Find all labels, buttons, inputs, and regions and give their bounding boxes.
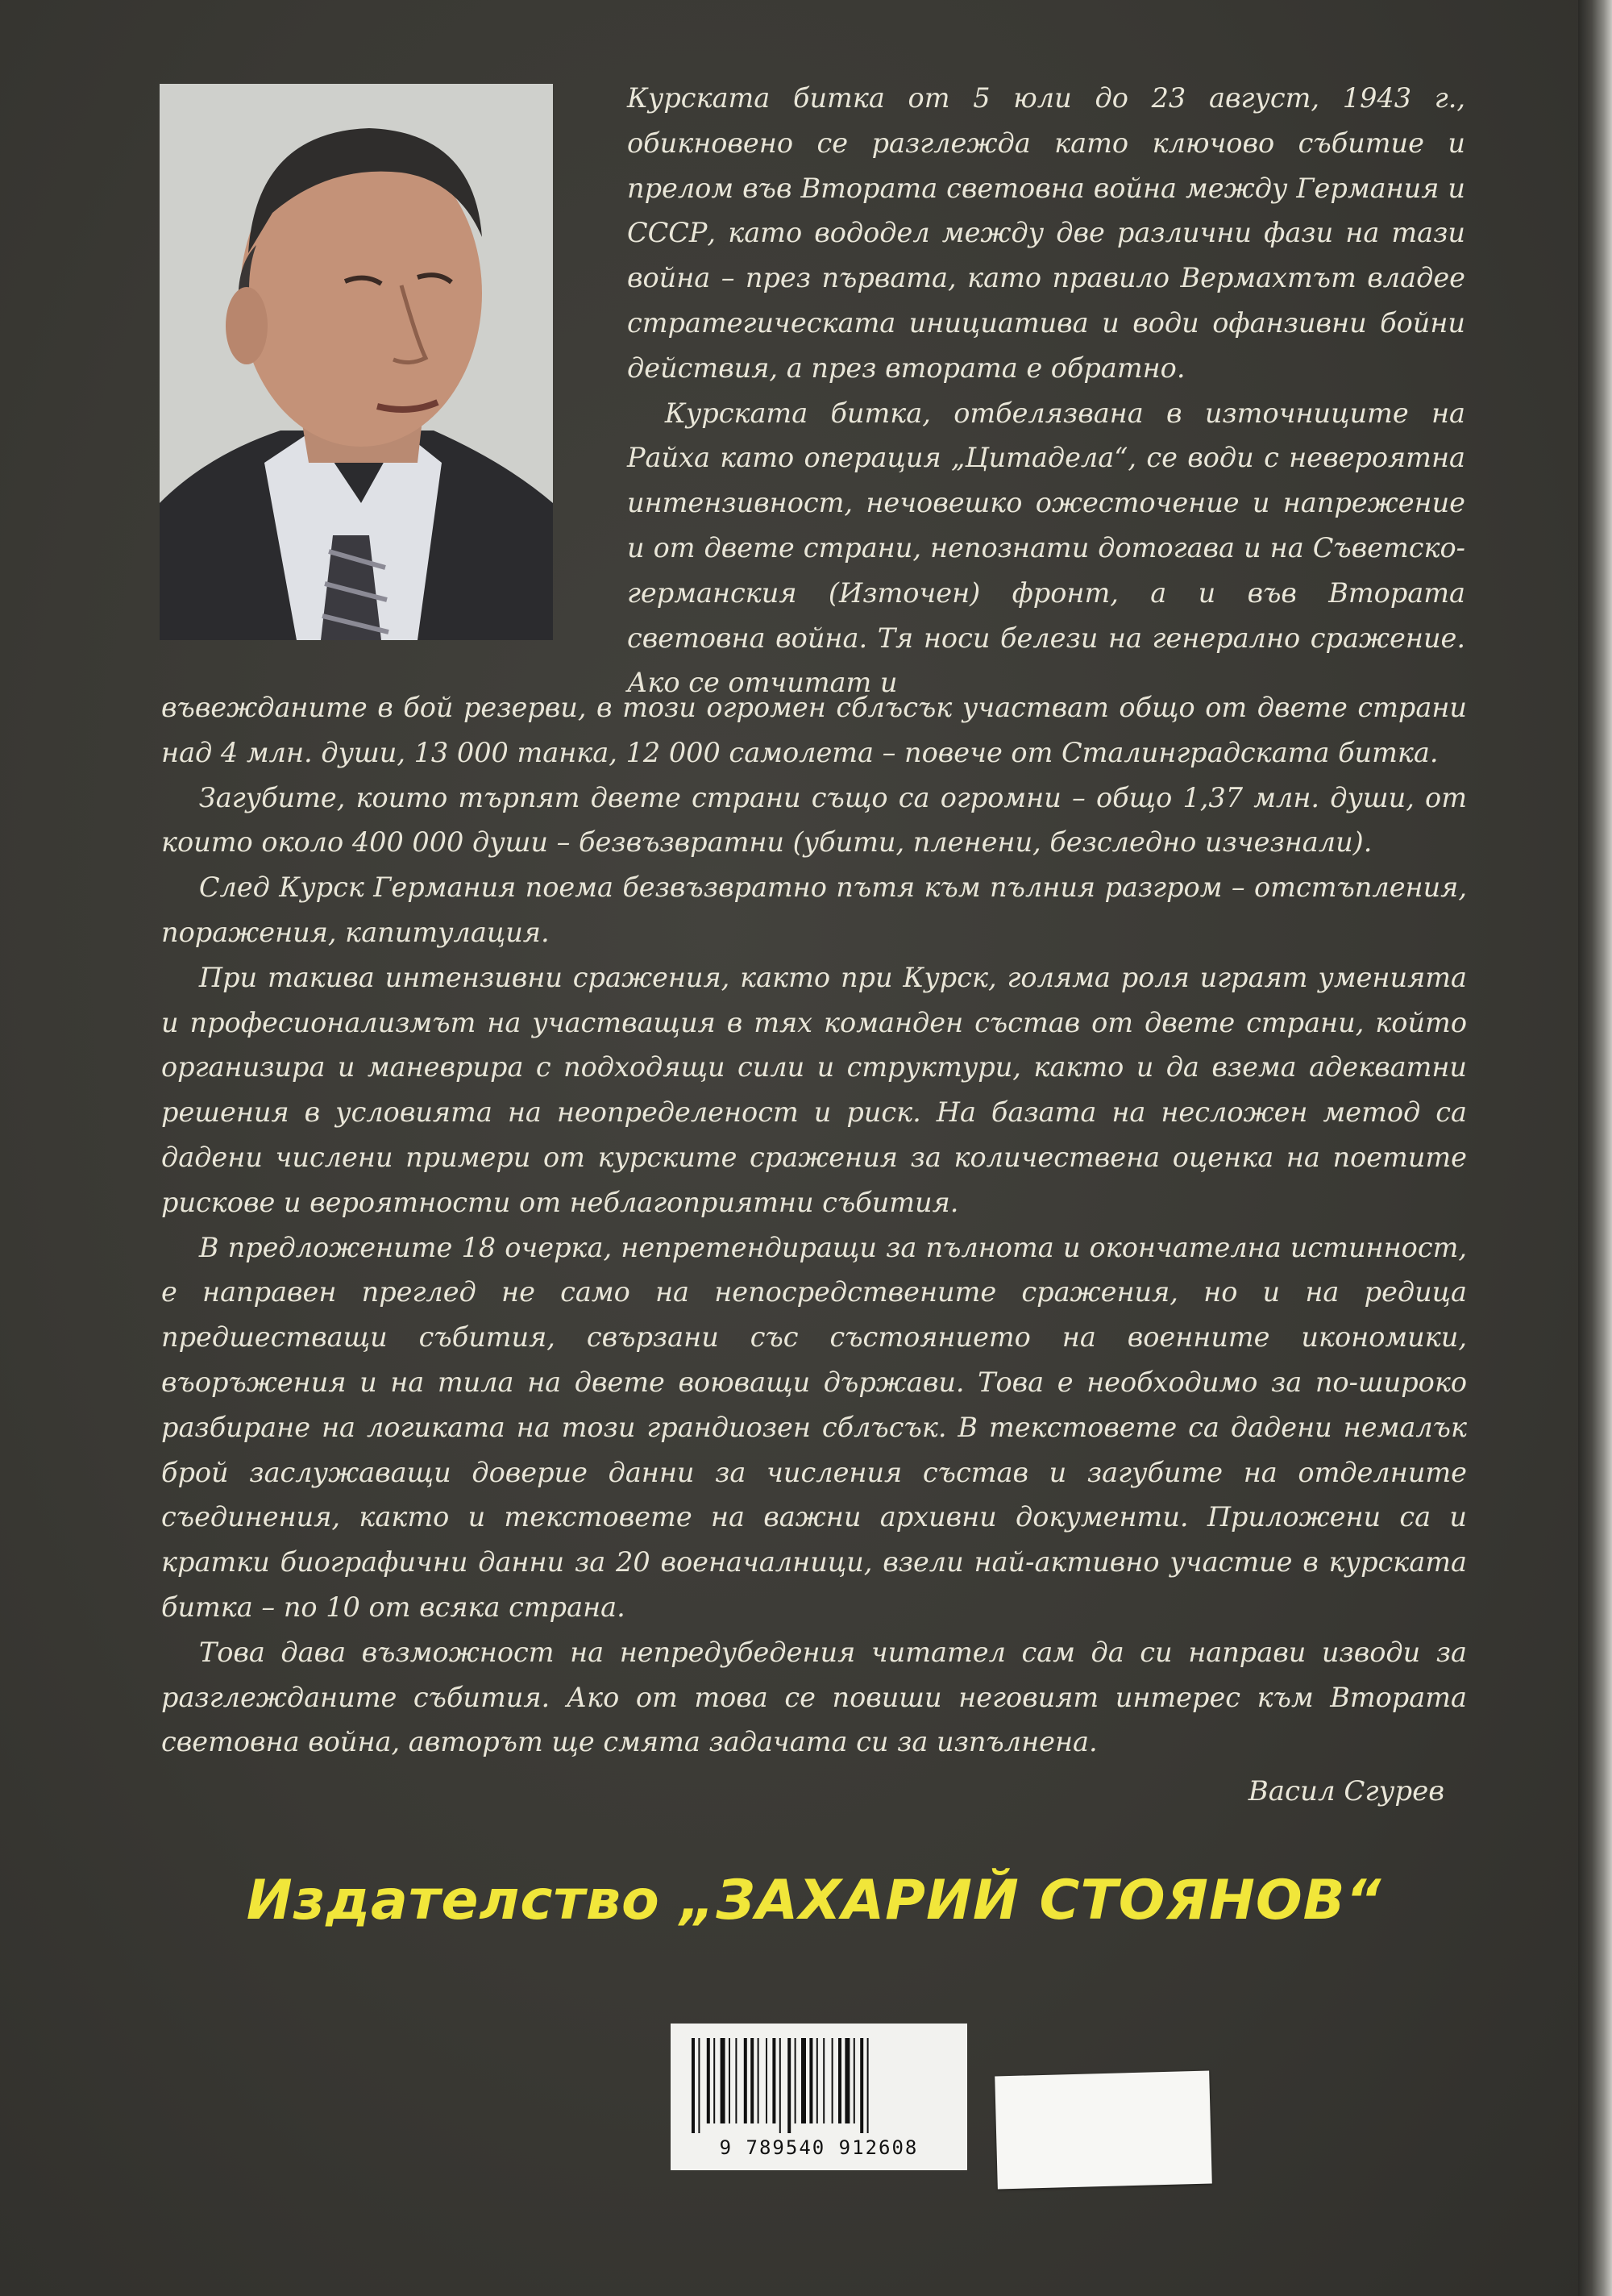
publisher-name: Издателство „ЗАХАРИЙ СТОЯНОВ“	[246, 1869, 1382, 1932]
barcode-bar	[729, 2038, 730, 2123]
barcode-bars	[688, 2038, 949, 2133]
blurb-paragraph: При такива интензивни сражения, както при Курск, голяма роля играят уменията и професионализмът на участващия в тях команден състав от двете страни, който организира и маневрира с подходящи сили и структури, както и да взема адекватни решения в условията на неопределеност и риск. На базата на несложен метод са дадени числени примери от курските сражения за количествена оценка на поетите рискове и вероятности от неблагоприятни събития.	[161, 961, 1467, 1218]
barcode-bar	[823, 2038, 825, 2123]
barcode-bar	[867, 2038, 869, 2133]
barcode-bar	[698, 2038, 700, 2133]
blurb-paragraph: В предложените 18 очерка, непретендиращи за пълнота и окончателна истинност, е направен преглед не само на непосредствените сражения, но и на редица предшестващи събития, свързани със състоянието на военните икономики, въоръжения и на тила на двете воюващи държави. Това е необходимо за по-широко разбиране на логиката на този грандиозен сблъсък. В текстовете са дадени немалък брой заслужаващи доверие данни за числения състав и загубите на отделните съединения, както и текстовете на важни архивни документи. Приложени са и кратки биографични данни за 20 военачалници, взели най-активно участие в курската битка – по 10 от всяка страна.	[161, 1231, 1467, 1623]
barcode-bar	[713, 2038, 715, 2123]
barcode-bar	[735, 2038, 737, 2123]
price-sticker	[995, 2071, 1212, 2190]
blurb-paragraph: След Курск Германия поема безвъзвратно пътя към пълния разгром – отстъпления, поражения, капитулация.	[161, 871, 1467, 948]
barcode-bar	[758, 2038, 759, 2123]
barcode-bar	[832, 2038, 833, 2123]
barcode-bar	[809, 2038, 812, 2123]
author-portrait-image	[160, 84, 553, 640]
barcode-bar	[816, 2038, 818, 2123]
author-photo	[160, 84, 553, 640]
barcode-bar	[860, 2038, 863, 2133]
author-signature: Васил Сгурев	[1248, 1775, 1444, 1807]
barcode-bar	[721, 2038, 725, 2123]
barcode-bar	[692, 2038, 695, 2133]
barcode-bar	[838, 2038, 841, 2123]
blurb-paragraph: Загубите, които търпят двете страни също са огромни – общо 1,37 млн. души, от които около 400 000 души – безвъзвратни (убити, пленени, безследно изчезнали).	[161, 781, 1467, 859]
blurb-paragraph: Курската битка, отбелязвана в източниците на Райха като операция „Цитадела“, се води с невероятна интензивност, нечовешко ожесточение и напрежение и от двете страни, непознати дотогава и на Съветско-германския (Източен) фронт, а и във Втората световна война. Тя носи белези на генерално сражение. Ако се отчитат и	[627, 397, 1465, 699]
isbn-barcode	[671, 2024, 967, 2170]
barcode-bar	[845, 2038, 850, 2123]
isbn-number: 9 789540 912608	[719, 2136, 919, 2159]
barcode-bar	[779, 2038, 781, 2133]
blurb-column-bottom	[161, 685, 1467, 1765]
barcode-bar	[787, 2038, 791, 2133]
barcode-bar	[854, 2038, 855, 2123]
blurb-column-top	[627, 76, 1465, 705]
blurb-paragraph: Курската битка от 5 юли до 23 август, 1943 г., обикновено се разглежда като ключово събитие и прелом във Втората световна война между Германия и СССР, като вододел между две различни фази на тази война – през първата, като правило Вермахтът владее стратегическата инициатива и води офанзивни бойни действия, а през втората е обратно.	[627, 82, 1465, 384]
barcode-bar	[772, 2038, 775, 2123]
barcode-bar	[707, 2038, 710, 2123]
barcode-bar	[744, 2038, 747, 2123]
blurb-paragraph: Това дава възможност на непредубедения читател сам да си направи изводи за разглежданите събития. Ако от това се повиши неговият интерес към Втората световна война, авторът ще смята задачата си за изпълнена.	[161, 1636, 1467, 1758]
barcode-bar	[750, 2038, 754, 2123]
barcode-bar	[766, 2038, 767, 2123]
barcode-bar	[795, 2038, 796, 2123]
barcode-bar	[801, 2038, 806, 2123]
cover-edge	[1578, 0, 1612, 2296]
blurb-paragraph: въвежданите в бой резерви, в този огромен сблъсък участват общо от двете страни над 4 млн. души, 13 000 танка, 12 000 самолета – повече от Сталинградската битка.	[161, 692, 1467, 768]
